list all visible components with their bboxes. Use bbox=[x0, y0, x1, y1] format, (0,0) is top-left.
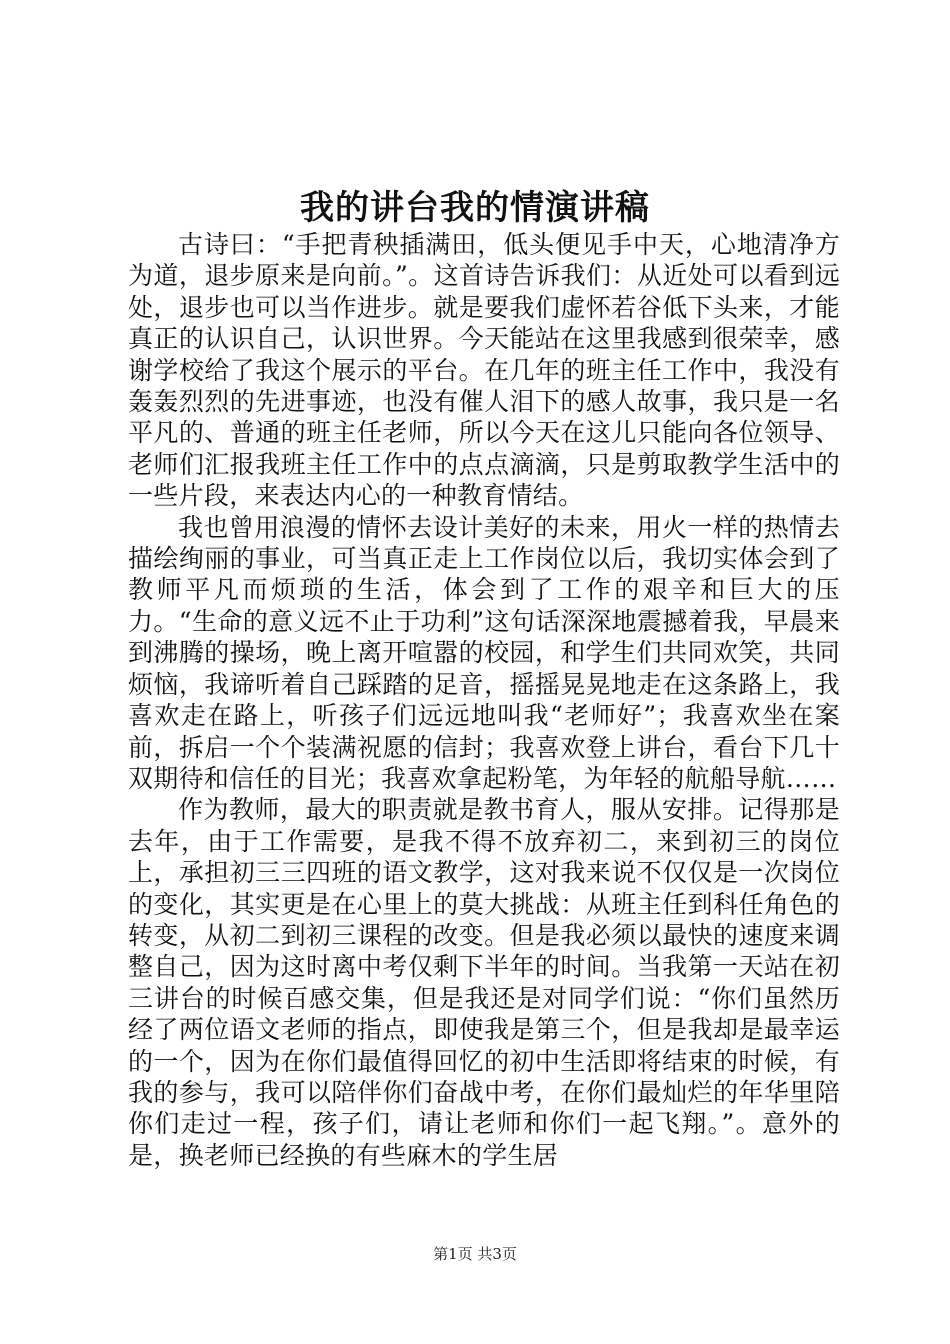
document-title: 我的讲台我的情演讲稿 bbox=[300, 188, 650, 228]
paragraph-2: 我也曾用浪漫的情怀去设计美好的未来，用火一样的热情去描绘绚丽的事业，可当真正走上工作岗位以后，我切实体会到了教师平凡而烦琐的生活，体会到了工作的艰辛和巨大的压力。“生命的意义远不止于功利”这句话深深地震撼着我，早晨来到沸腾的操场，晚上离开喧嚣的校园，和学生们共同欢笑，共同烦恼，我谛听着自己踩踏的足音，摇摇晃晃地走在这条路上，我喜欢走在路上，听孩子们远远地叫我“老师好”；我喜欢坐在案前，拆启一个个装满祝愿的信封；我喜欢登上讲台，看台下几十双期待和信任的目光；我喜欢拿起粉笔，为年轻的航船导航…… bbox=[128, 512, 840, 793]
paragraph-1: 古诗曰：“手把青秧插满田，低头便见手中天，心地清净方为道，退步原来是向前。”。这首诗告诉我们：从近处可以看到远处，退步也可以当作进步。就是要我们虚怀若谷低下头来，才能真正的认识自己，认识世界。今天能站在这里我感到很荣幸，感谢学校给了我这个展示的平台。在几年的班主任工作中，我没有轰轰烈烈的先进事迹，也没有催人泪下的感人故事，我只是一名平凡的、普通的班主任老师，所以今天在这儿只能向各位领导、老师们汇报我班主任工作中的点点滴滴，只是剪取教学生活中的一些片段，来表达内心的一种教育情结。 bbox=[128, 230, 840, 511]
page-number-footer: 第1页 共3页 bbox=[433, 1245, 517, 1263]
document-body bbox=[128, 229, 840, 1171]
paragraph-3: 作为教师，最大的职责就是教书育人，服从安排。记得那是去年，由于工作需要，是我不得不放弃初二，来到初三的岗位上，承担初三三四班的语文教学，这对我来说不仅仅是一次岗位的变化，其实更是在心里上的莫大挑战：从班主任到科任角色的转变，从初二到初三课程的改变。但是我必须以最快的速度来调整自己，因为这时离中考仅剩下半年的时间。当我第一天站在初三讲台的时候百感交集，但是我还是对同学们说：“你们虽然历经了两位语文老师的指点，即使我是第三个，但是我却是最幸运的一个，因为在你们最值得回忆的初中生活即将结束的时候，有我的参与，我可以陪伴你们奋战中考，在你们最灿烂的年华里陪你们走过一程，孩子们，请让老师和你们一起飞翔。”。意外的是，换老师已经换的有些麻木的学生居 bbox=[128, 795, 840, 1170]
